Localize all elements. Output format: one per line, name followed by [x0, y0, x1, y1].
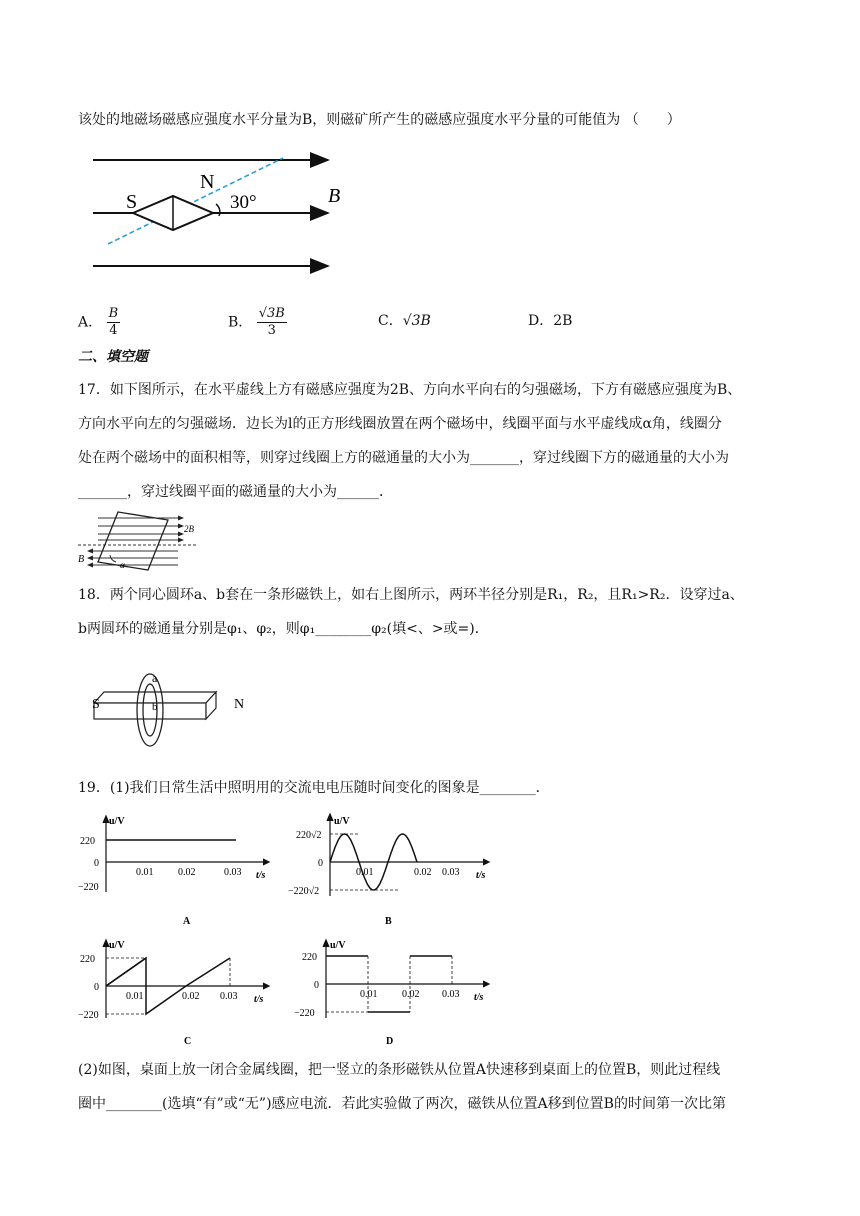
svg-text:220: 220 [80, 954, 95, 965]
lower-field-label: B [78, 554, 85, 565]
svg-text:0: 0 [314, 980, 319, 991]
magnet-s-label: S [92, 697, 100, 712]
graph-b [288, 812, 498, 932]
square-coil [98, 512, 168, 570]
svg-text:0.02: 0.02 [402, 989, 420, 1000]
q16-figure [88, 148, 358, 278]
svg-text:0.03: 0.03 [442, 867, 460, 878]
q19-line-3: 圈中________(选填“有”或“无”)感应电流．若此实验做了两次，磁铁从位置A移到位置B的时间第一次比第 [78, 1096, 726, 1112]
q17-line-2: 方向水平向左的匀强磁场．边长为l的正方形线圈放置在两个磁场中，线圈平面与水平虚线成α角，线圈分 [78, 416, 722, 432]
svg-text:−220: −220 [78, 1010, 99, 1021]
upper-field-label: 2B [184, 524, 194, 534]
svg-text:u/V: u/V [334, 816, 350, 827]
q18-figure [88, 670, 268, 750]
svg-text:220√2: 220√2 [296, 830, 322, 841]
q16-option-d[interactable]: D．2B [528, 313, 573, 329]
svg-text:0.02: 0.02 [178, 867, 196, 878]
svg-text:0.03: 0.03 [220, 991, 238, 1002]
graph-a [78, 812, 278, 932]
field-b-label: B [328, 185, 341, 207]
q19-line-2: (2)如图，桌面上放一闭合金属线圈，把一竖立的条形磁铁从位置A快速移到桌面上的位置B，则此过程线 [78, 1062, 721, 1078]
needle-s-label: S [126, 191, 138, 213]
svg-text:0.03: 0.03 [442, 989, 460, 1000]
graph-d [288, 938, 498, 1050]
svg-text:0.01: 0.01 [126, 991, 144, 1002]
q16-option-c[interactable]: C．√3B [378, 313, 431, 329]
svg-text:u/V: u/V [109, 940, 125, 951]
svg-text:t/s: t/s [474, 992, 484, 1003]
needle-n-label: N [200, 171, 215, 193]
svg-text:0: 0 [94, 982, 99, 993]
q16-stem: 该处的地磁场磁感应强度水平分量为B，则磁矿所产生的磁感应强度水平分量的可能值为 （ ） [78, 112, 681, 128]
q17-line-1: 17．如下图所示，在水平虚线上方有磁感应强度为2B、方向水平向右的匀强磁场，下方有磁感应强度为B、 [78, 382, 742, 398]
section-title: 二、填空题 [78, 349, 148, 365]
graph-c [78, 938, 278, 1050]
alpha-label: α [120, 560, 125, 570]
svg-text:0: 0 [94, 858, 99, 869]
svg-text:u/V: u/V [330, 940, 346, 951]
svg-text:220: 220 [302, 952, 317, 963]
q17-line-3: 处在两个磁场中的面积相等，则穿过线圈上方的磁通量的大小为_______，穿过线圈下方的磁通量的大小为 [78, 450, 729, 466]
svg-text:0.02: 0.02 [182, 991, 200, 1002]
svg-text:0.01: 0.01 [136, 867, 154, 878]
svg-text:u/V: u/V [109, 816, 125, 827]
ring-a-label: a [152, 671, 158, 685]
q18-line-1: 18．两个同心圆环a、b套在一条形磁铁上，如右上图所示，两环半径分别是R₁，R₂，且R₁>R₂．设穿过a、 [78, 587, 744, 603]
magnet-n-label: N [234, 697, 245, 712]
svg-text:t/s: t/s [476, 870, 486, 881]
svg-text:−220√2: −220√2 [288, 886, 320, 897]
ring-b-label: b [152, 701, 158, 713]
angle-label: 30° [230, 192, 257, 213]
svg-text:A: A [183, 916, 191, 927]
svg-text:0.03: 0.03 [224, 867, 242, 878]
q19-line-1: 19．(1)我们日常生活中照明用的交流电电压随时间变化的图象是________． [78, 780, 550, 796]
q16-option-b[interactable]: B． $\frac{√3B}{3}$ [228, 306, 285, 338]
q17-line-4: _______，穿过线圈平面的磁通量的大小为______． [78, 484, 393, 500]
bar-magnet [94, 703, 206, 719]
svg-text:0.02: 0.02 [414, 867, 432, 878]
svg-text:0: 0 [318, 858, 323, 869]
svg-text:0.01: 0.01 [356, 867, 374, 878]
angle-arc [216, 204, 220, 216]
svg-text:D: D [386, 1036, 394, 1047]
svg-text:t/s: t/s [254, 994, 264, 1005]
q18-line-2: b两圆环的磁通量分别是φ₁、φ₂，则φ₁________φ₂(填<、>或=)． [78, 621, 489, 637]
svg-text:t/s: t/s [256, 870, 266, 881]
q16-option-a[interactable]: A． $\frac{B}{4}$ [78, 306, 119, 338]
svg-text:−220: −220 [294, 1008, 315, 1019]
svg-text:220: 220 [80, 836, 95, 847]
svg-text:C: C [184, 1036, 192, 1047]
q17-figure [78, 508, 208, 572]
svg-text:B: B [385, 916, 392, 927]
svg-text:−220: −220 [78, 882, 99, 893]
svg-text:0.01: 0.01 [360, 989, 378, 1000]
